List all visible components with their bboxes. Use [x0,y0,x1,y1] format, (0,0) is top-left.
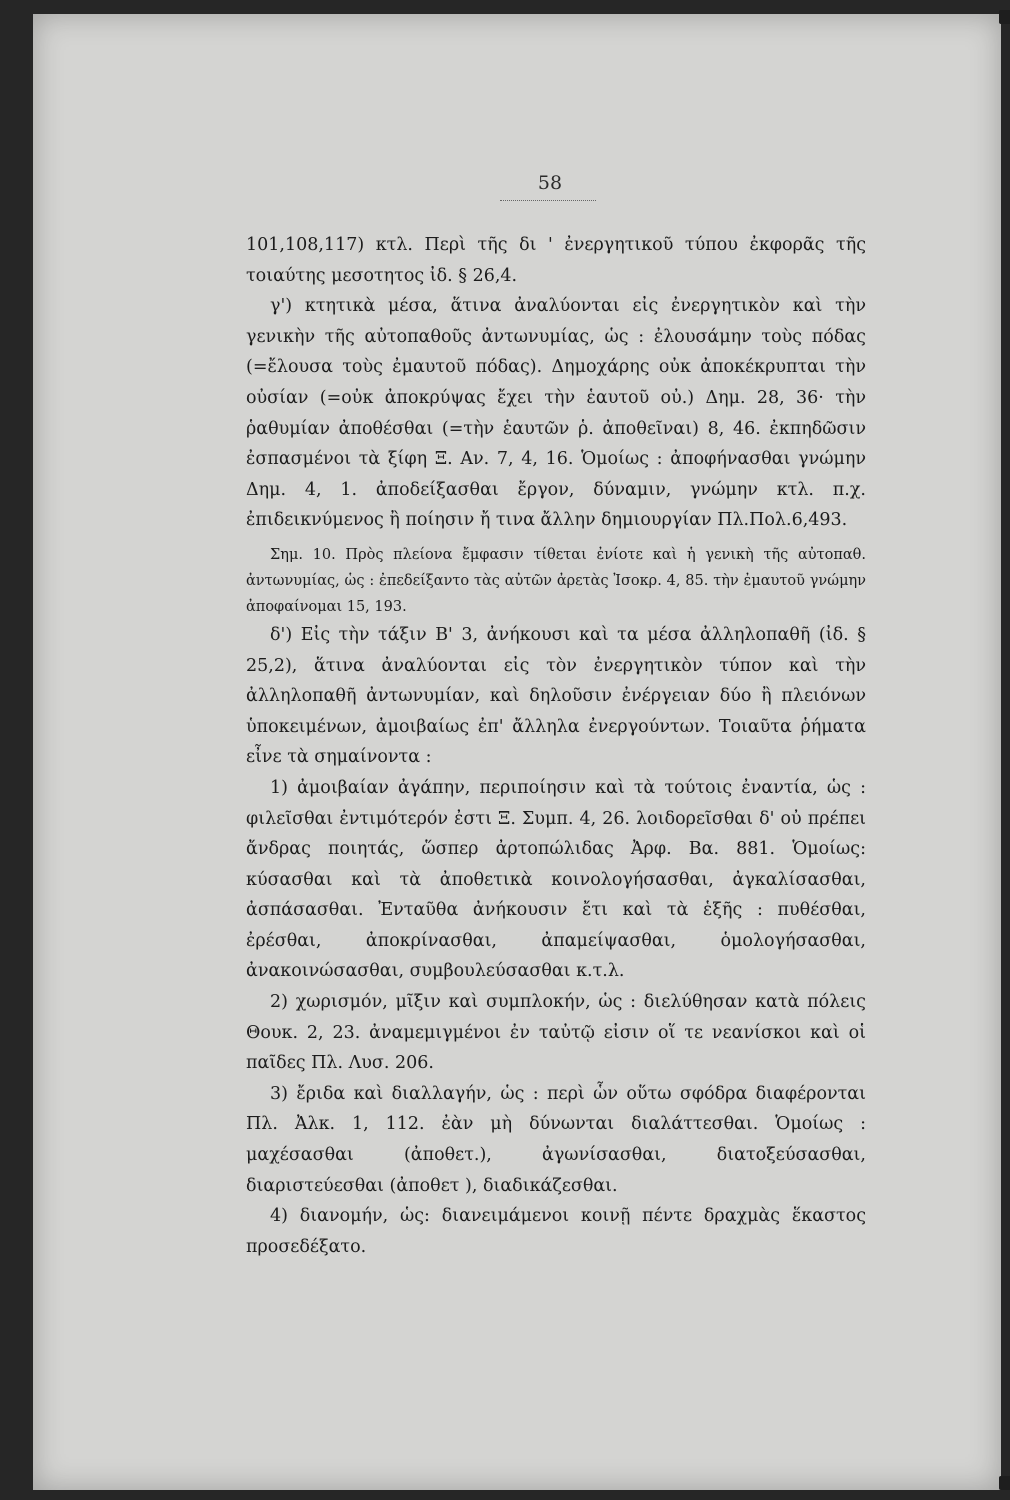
footnote [246,542,866,620]
paragraph: 1) ἀμοιβαίαν ἀγάπην, περιποίησιν καὶ τὰ τούτοις ἐναντία, ὡς : φιλεῖσθαι ἐντιμότερόν ἐστι Ξ. Συμπ. 4, 26. λοιδορεῖσθαι δ' οὐ πρέπει ἄνδρας ποιητάς, ὥσπερ ἀρτοπώλιδας Ἀρφ. Βα. 881. Ὁμοίως: κύσασθαι καὶ τὰ ἀποθετικὰ κοινολογήσασθαι, ἀγκαλίσασθαι, ἀσπάσασθαι. Ἐνταῦθα ἀνήκουσιν ἔτι καὶ τὰ ἑξῆς : πυθέσθαι, ἐρέσθαι, ἀποκρίνασθαι, ἀπαμείψασθαι, ὁμολογήσασθαι, ἀνακοινώσασθαι, συμβουλεύσασθαι κ.τ.λ. [246,777,866,982]
note-text: Σημ. 10. Πρὸς πλείονα ἔμφασιν τίθεται ἐνίοτε καὶ ἡ γενικὴ τῆς αὐτοπαθ. ἀντωνυμίας, ὡς : ἐπεδείξαντο τὰς αὐτῶν ἀρετὰς Ἰσοκρ. 4, 85. τὴν ἐμαυτοῦ γνώμην ἀποφαίνομαι 15, 193. [246,546,866,615]
paragraph: δ') Εἰς τὴν τάξιν Β' 3, ἀνήκουσι καὶ τα μέσα ἀλληλοπαθῆ (ἰδ. § 25,2), ἅτινα ἀναλύονται εἰς τὸν ἐνεργητικὸν τύπον καὶ τὴν ἀλληλοπαθῆ ἀντωνυμίαν, καὶ δηλοῦσιν ἐνέργειαν δύο ἢ πλειόνων ὑποκειμένων, ἀμοιβαίως ἐπ' ἄλληλα ἐνεργούντων. Τοιαῦτα ῥήματα εἶνε τὰ σημαίνοντα : [246,624,866,768]
binding-hole [999,1476,1010,1490]
paragraph: 2) χωρισμόν, μῖξιν καὶ συμπλοκήν, ὡς : διελύθησαν κατὰ πόλεις Θουκ. 2, 23. ἀναμεμιγμένοι ἐν ταὐτῷ εἰσιν οἵ τε νεανίσκοι καὶ οἱ παῖδες Πλ. Λυσ. 206. [246,992,866,1074]
paragraph: γ') κτητικὰ μέσα, ἅτινα ἀναλύονται εἰς ἐνεργητικὸν καὶ τὴν γενικὴν τῆς αὐτοπαθοῦς ἀντωνυμίας, ὡς : ἐλουσάμην τοὺς πόδας (=ἔλουσα τοὺς ἐμαυτοῦ πόδας). Δημοχάρης οὐκ ἀποκέκρυπται τὴν οὐσίαν (=οὐκ ἀποκρύψας ἔχει τὴν ἑαυτοῦ οὐ.) Δημ. 28, 36· τὴν ῥαθυμίαν ἀποθέσθαι (=τὴν ἑαυτῶν ῥ. ἀποθεῖναι) 8, 46. ἐκπηδῶσιν ἐσπασμένοι τὰ ξίφη Ξ. Αν. 7, 4, 16. Ὁμοίως : ἀποφήνασθαι γνώμην Δημ. 4, 1. ἀποδείξασθαι ἔργον, δύναμιν, γνώμην κτλ. π.χ. ἐπιδεικνύμενος ἢ ποίησιν ἤ τινα ἄλλην δημιουργίαν Πλ.Πολ.6,493. [246,296,866,531]
paragraph: 3) ἔριδα καὶ διαλλαγήν, ὡς : περὶ ὧν οὕτω σφόδρα διαφέρονται Πλ. Ἀλκ. 1, 112. ἐὰν μὴ δύνωνται διαλάττεσθαι. Ὁμοίως : μαχέσασθαι (ἀποθετ.), ἀγωνίσασθαι, διατοξεύσασθαι, διαριστεύεσθαι (ἀποθετ ), διαδικάζεσθαι. [246,1083,866,1196]
page-number-rule [500,200,596,201]
body-text [246,230,866,1262]
page-number: 58 [537,172,563,194]
binding-hole [999,10,1010,24]
paragraph: 101,108,117) κτλ. Περὶ τῆς δι ' ἐνεργητικοῦ τύπου ἐκφορᾶς τῆς τοιαύτης μεσοτητος ἰδ. § 26,4. [246,235,866,286]
paragraph: 4) διανομήν, ὡς: διανειμάμενοι κοινῇ πέντε δραχμὰς ἕκαστος προσεδέξατο. [246,1206,866,1257]
